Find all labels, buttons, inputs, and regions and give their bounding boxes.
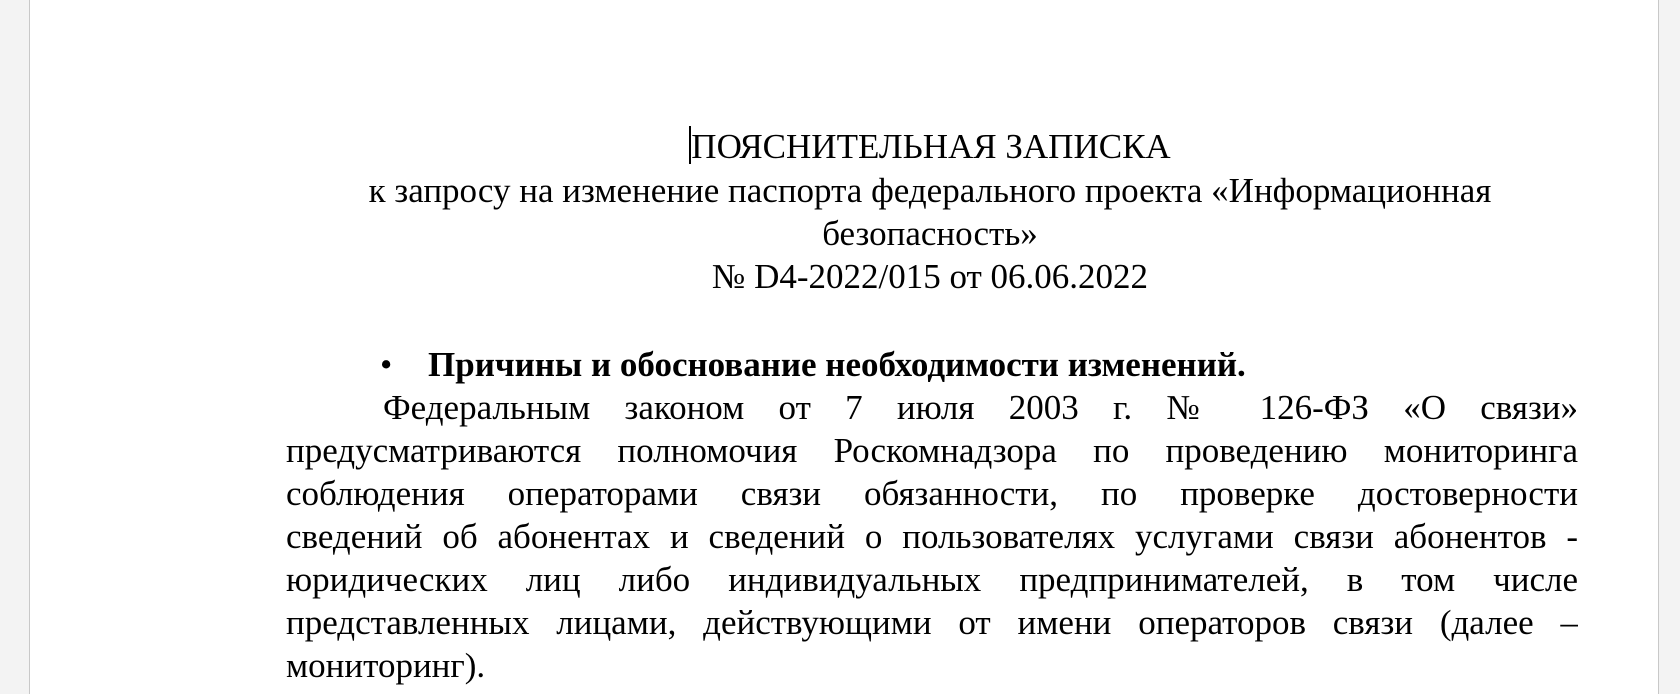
document-title-text: ПОЯСНИТЕЛЬНАЯ ЗАПИСКА	[691, 127, 1171, 166]
body-paragraph[interactable]	[286, 386, 1578, 687]
document-number-line[interactable]: № D4-2022/015 от 06.06.2022	[711, 257, 1149, 296]
paragraph-line: соблюдения операторами связи обязанности, по проверке достоверности	[286, 474, 1578, 513]
paragraph-line: предусматриваются полномочия Роскомнадзора по проведению мониторинга	[286, 431, 1578, 470]
paragraph-line: Федеральным законом от 7 июля 2003 г. № 126-ФЗ «О связи»	[383, 388, 1578, 427]
section-heading-row[interactable]	[380, 343, 1246, 386]
document-subtitle-line-2[interactable]: безопасность»	[822, 214, 1038, 253]
bullet-icon: •	[380, 345, 393, 384]
document-subtitle-line-1[interactable]: к запросу на изменение паспорта федерального проекта «Информационная	[368, 171, 1492, 210]
document-title[interactable]	[30, 125, 1680, 168]
paragraph-line: юридических лиц либо индивидуальных предпринимателей, в том числе	[286, 560, 1578, 599]
document-page[interactable]	[29, 0, 1659, 694]
paragraph-line: представленных лицами, действующими от имени операторов связи (далее –	[286, 603, 1578, 642]
paragraph-line: сведений об абонентах и сведений о пользователях услугами связи абонентов -	[286, 517, 1578, 556]
paragraph-line: мониторинг).	[286, 646, 486, 685]
section-heading: Причины и обоснование необходимости изменений.	[428, 345, 1246, 384]
